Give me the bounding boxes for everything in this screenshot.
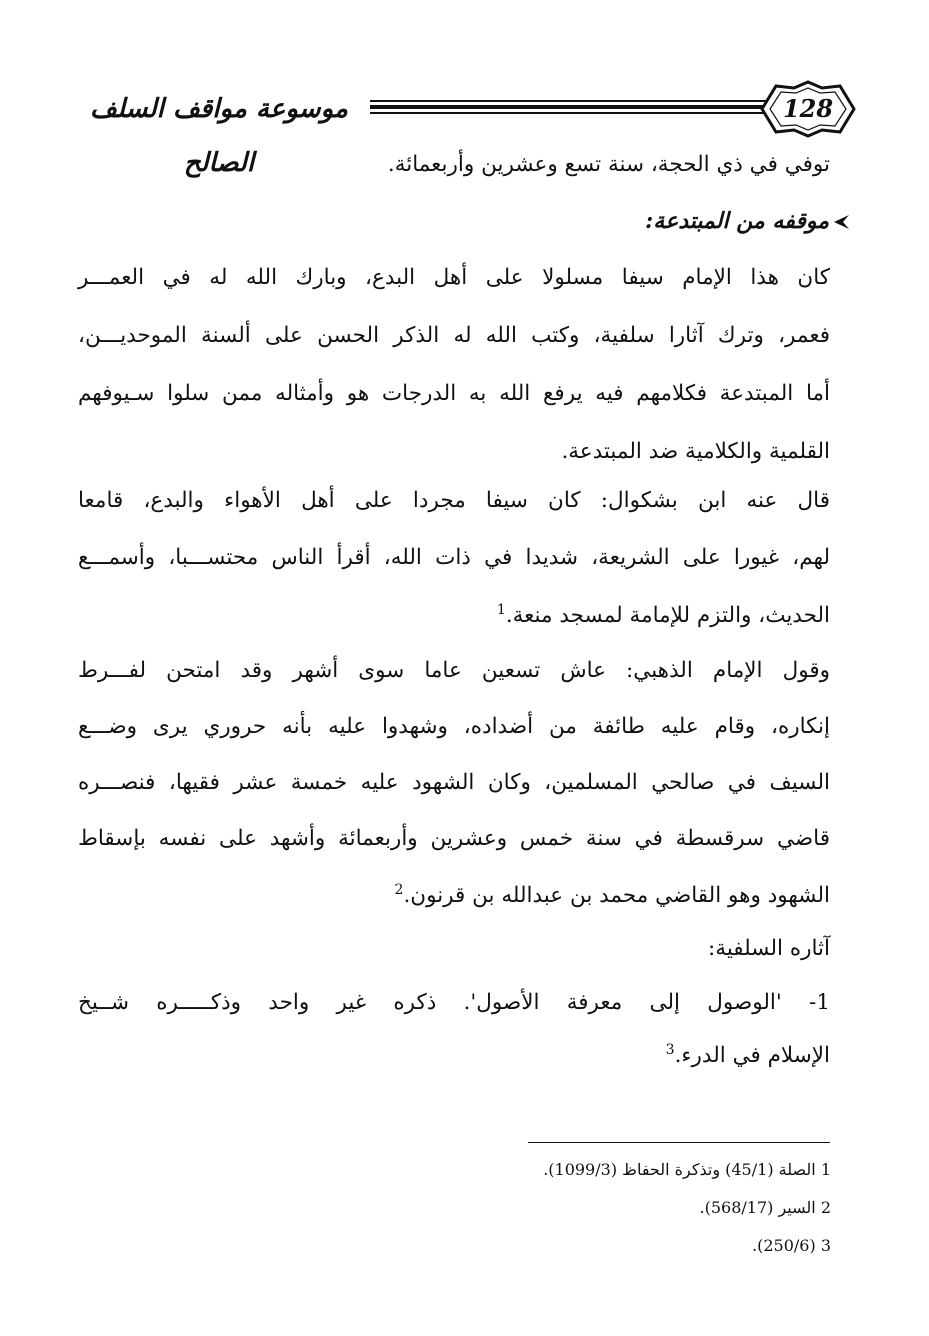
text-line: لهم، غيورا على الشريعة، شديدا في ذات الله، أقرأ الناس محتســـبا، وأسمـــع: [78, 545, 830, 570]
footnote-ref: 2: [394, 882, 404, 898]
text-line: وقول الإمام الذهبي: عاش تسعين عاما سوى أشهر وقد امتحن لفـــرط: [78, 658, 830, 683]
footnote-ref: 1: [496, 602, 506, 618]
text-line: القلمية والكلامية ضد المبتدعة.: [561, 439, 830, 464]
text-line: [395, 882, 830, 908]
text-line: السيف في صالحي المسلمين، وكان الشهود عليه خمسة عشر فقيها، فنصـــره: [78, 770, 830, 795]
text-line: 1- 'الوصول إلى معرفة الأصول'. ذكره غير واحد وذكـــــره شــيخ: [78, 990, 830, 1015]
arrow-icon: [831, 212, 851, 232]
footnote-number: 2: [820, 1198, 831, 1217]
footnote: [700, 1198, 831, 1217]
intro-line-block: [78, 152, 830, 188]
footnote-text: السير (568/17).: [699, 1198, 816, 1217]
works-heading-block: [78, 936, 830, 972]
book-title: موسوعة مواقف السلف الصالح: [90, 94, 348, 178]
header-rule: [370, 98, 772, 116]
text-line: إنكاره، وقام عليه طائفة من أضداده، وشهدوا عليه بأنه حروري يرى وضـــع: [78, 714, 830, 739]
text-line: كان هذا الإمام سيفا مسلولا على أهل البدع، وبارك الله له في العمـــر: [78, 265, 830, 290]
footnote-rule: [528, 1142, 830, 1143]
text-line: قاضي سرقسطة في سنة خمس وعشرين وأربعمائة وأشهد على نفسه بإسقاط: [78, 826, 830, 851]
paragraph: [78, 265, 830, 505]
works-heading: آثاره السلفية:: [708, 936, 830, 961]
text-line: أما المبتدعة فكلامهم فيه يرفع الله به الدرجات هو وأمثاله ممن سلوا سـيوفهم: [78, 381, 830, 406]
intro-line: توفي في ذي الحجة، سنة تسع وعشرين وأربعمائة.: [387, 152, 830, 177]
line-text: الحديث، والتزم للإمامة لمسجد منعة.: [505, 603, 830, 629]
line-text: الإسلام في الدرء.: [674, 1043, 830, 1069]
text-line: [497, 602, 830, 628]
footnote-number: 1: [820, 1160, 831, 1179]
page-number-badge: [754, 78, 862, 140]
section-heading: موقفه من المبتدعة:: [645, 208, 829, 234]
text-line: فعمر، وترك آثارا سلفية، وكتب الله له الذكر الحسن على ألسنة الموحديـــن،: [78, 323, 830, 348]
works-item: [78, 990, 830, 1110]
text-line: قال عنه ابن بشكوال: كان سيفا مجردا على أهل الأهواء والبدع، قامعا: [78, 488, 830, 513]
line-text: الشهود وهو القاضي محمد بن عبدالله بن قرنون.: [403, 883, 830, 909]
page-number: 128: [782, 94, 834, 123]
footnote-number: 3: [820, 1236, 831, 1255]
paragraph: [78, 658, 830, 918]
footnote: [752, 1236, 831, 1255]
footnote-text: الصلة (45/1) وتذكرة الحفاظ (1099/3).: [543, 1160, 816, 1179]
footnote-ref: 3: [665, 1042, 675, 1058]
footnote-text: (250/6).: [752, 1236, 816, 1255]
text-line: [666, 1042, 830, 1068]
paragraph: [78, 488, 830, 668]
footnote: [543, 1160, 831, 1179]
